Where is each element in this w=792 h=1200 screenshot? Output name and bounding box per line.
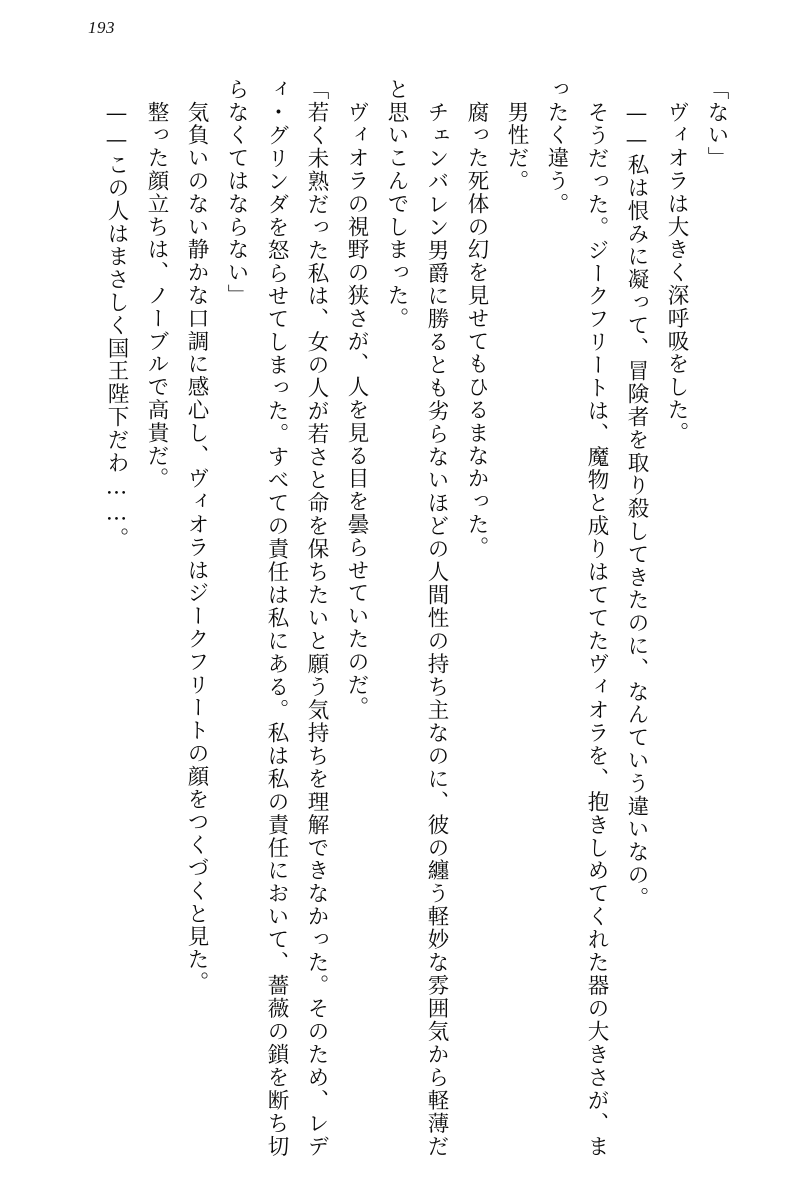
paragraph: ——私は恨みに凝って、冒険者を取り殺してきたのに、なんていう違いなの。 [624, 78, 649, 910]
paragraph: 「ない」 [704, 78, 729, 170]
page-body-text [56, 78, 736, 1158]
paragraph: 整った顔立ちは、ノーブルで高貴だ。 [144, 78, 169, 491]
paragraph: 気負いのない静かな口調に感心し、ヴィオラはジークフリートの顔をつくづくと見た。 [184, 78, 209, 994]
page-number: 193 [88, 18, 115, 37]
paragraph: ——この人はまさしく国王陛下だわ……。 [104, 78, 129, 550]
paragraph: 「若く未熟だった私は、女の人が若さと命を保ちたいと願う気持ちを理解できなかった。そのため、レディ・グリンダを怒らせてしまった。すべての責任は私にある。私は私の責任において、薔薇の鎖を断ち切らなくてはならない」 [224, 78, 329, 1158]
paragraph: そうだった。ジークフリートは、魔物と成りはててたヴィオラを、抱きしめてくれた器の大きさが、まったく違う。 [544, 78, 609, 1158]
paragraph: チェンバレン男爵に勝るとも劣らないほどの人間性の持ち主なのに、彼の纏う軽妙な雰囲気から軽薄だと思いこんでしまった。 [384, 78, 449, 1158]
paragraph: 腐った死体の幻を見せてもひるまなかった。 [464, 78, 489, 559]
paragraph: ヴィオラの視野の狭さが、人を見る目を曇らせていたのだ。 [344, 78, 369, 720]
paragraph: ヴィオラは大きく深呼吸をした。 [664, 78, 689, 445]
paragraph: 男性だ。 [504, 78, 529, 193]
